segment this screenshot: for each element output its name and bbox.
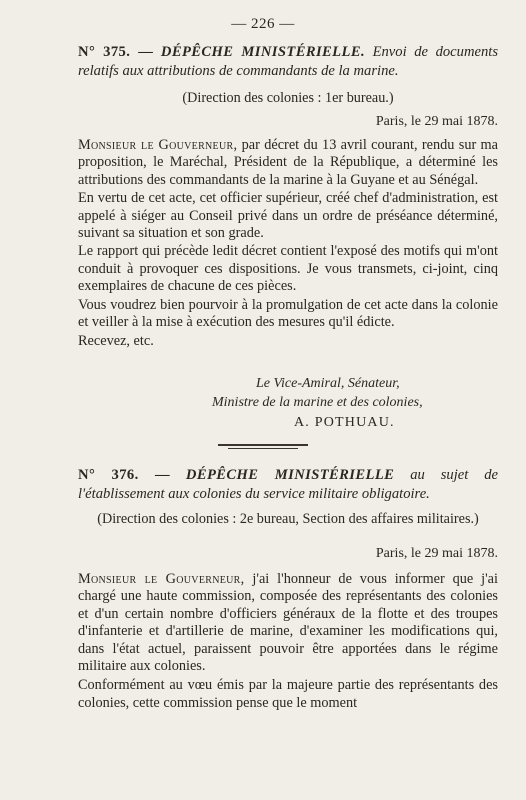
- doc2-body: [78, 571, 498, 712]
- doc2-paragraph-2: Conformément au vœu émis par la majeure partie des représentants des colonies, cette commission pense que le moment: [78, 677, 498, 711]
- doc2-subject: au sujet de l'établissement aux colonies du service militaire obligatoire.: [78, 467, 498, 502]
- doc2-p1-text: j'ai l'honneur de vous informer que j'ai chargé une haute commission, composée des représentants des colonies et d'un certain nombre d'officiers généraux de la flotte et des troupes d'infanterie et d'artillerie de marine, d'examiner les modifications qui, dans l'état actuel, paraissent pouvoir être apportées dans le régime militaire aux colonies.: [78, 571, 498, 675]
- doc1-signature-line-2: Ministre de la marine et des colonies,: [212, 395, 423, 410]
- doc1-p1-text: par décret du 13 avril courant, rendu sur ma proposition, le Maréchal, Président de la République, a déterminé les attributions des commandants de la marine à la Guyane et au Sénégal.: [78, 137, 498, 188]
- doc1-paragraph-2: En vertu de cet acte, cet officier supérieur, créé chef d'administration, est appelé à siéger au Conseil privé dans un ordre de préséance déterminé, suivant sa situation et son grade.: [78, 190, 498, 242]
- doc1-direction: (Direction des colonies : 1er bureau.): [182, 90, 394, 106]
- doc1-title: [78, 43, 498, 81]
- doc1-signature-line-1: Le Vice-Amiral, Sénateur,: [256, 376, 400, 391]
- doc1-paragraph-4: Vous voudrez bien pourvoir à la promulgation de cet acte dans la colonie et veiller à la mise à exécution des mesures qu'il édicte.: [78, 296, 498, 331]
- doc2-number: N° 376. —: [78, 467, 170, 483]
- doc2-title: [78, 466, 498, 504]
- doc2-heading: DÉPÊCHE MINISTÉRIELLE: [185, 467, 395, 483]
- doc2-place-date: Paris, le 29 mai 1878.: [375, 546, 498, 561]
- doc1-place-date: Paris, le 29 mai 1878.: [375, 114, 498, 129]
- doc1-salutation: Monsieur le Gouverneur,: [78, 137, 238, 153]
- doc1-subject: Envoi de documents relatifs aux attributions de commandants de la marine.: [78, 44, 498, 79]
- doc1-signatory: A. POTHUAU.: [294, 415, 395, 430]
- separator-rule-thin: [228, 448, 298, 449]
- separator-rule: [218, 444, 308, 446]
- doc2-paragraph-1: [78, 571, 498, 675]
- doc1-heading: DÉPÊCHE MINISTÉRIELLE.: [160, 44, 365, 60]
- doc1-closing: Recevez, etc.: [78, 333, 154, 350]
- doc1-number: N° 375. —: [78, 44, 154, 60]
- page-number: — 226 —: [231, 16, 295, 32]
- doc1-paragraph-1: [78, 137, 498, 189]
- doc2-salutation: Monsieur le Gouverneur,: [78, 571, 245, 587]
- doc1-body: [78, 137, 498, 351]
- doc2-direction: (Direction des colonies : 2e bureau, Section des affaires militaires.): [97, 511, 479, 527]
- doc1-paragraph-3: Le rapport qui précède ledit décret contient l'exposé des motifs qui m'ont conduit à provoquer ces dispositions. Je vous transmets, ci-joint, cinq exemplaires de chacune de ces pièces.: [78, 243, 498, 295]
